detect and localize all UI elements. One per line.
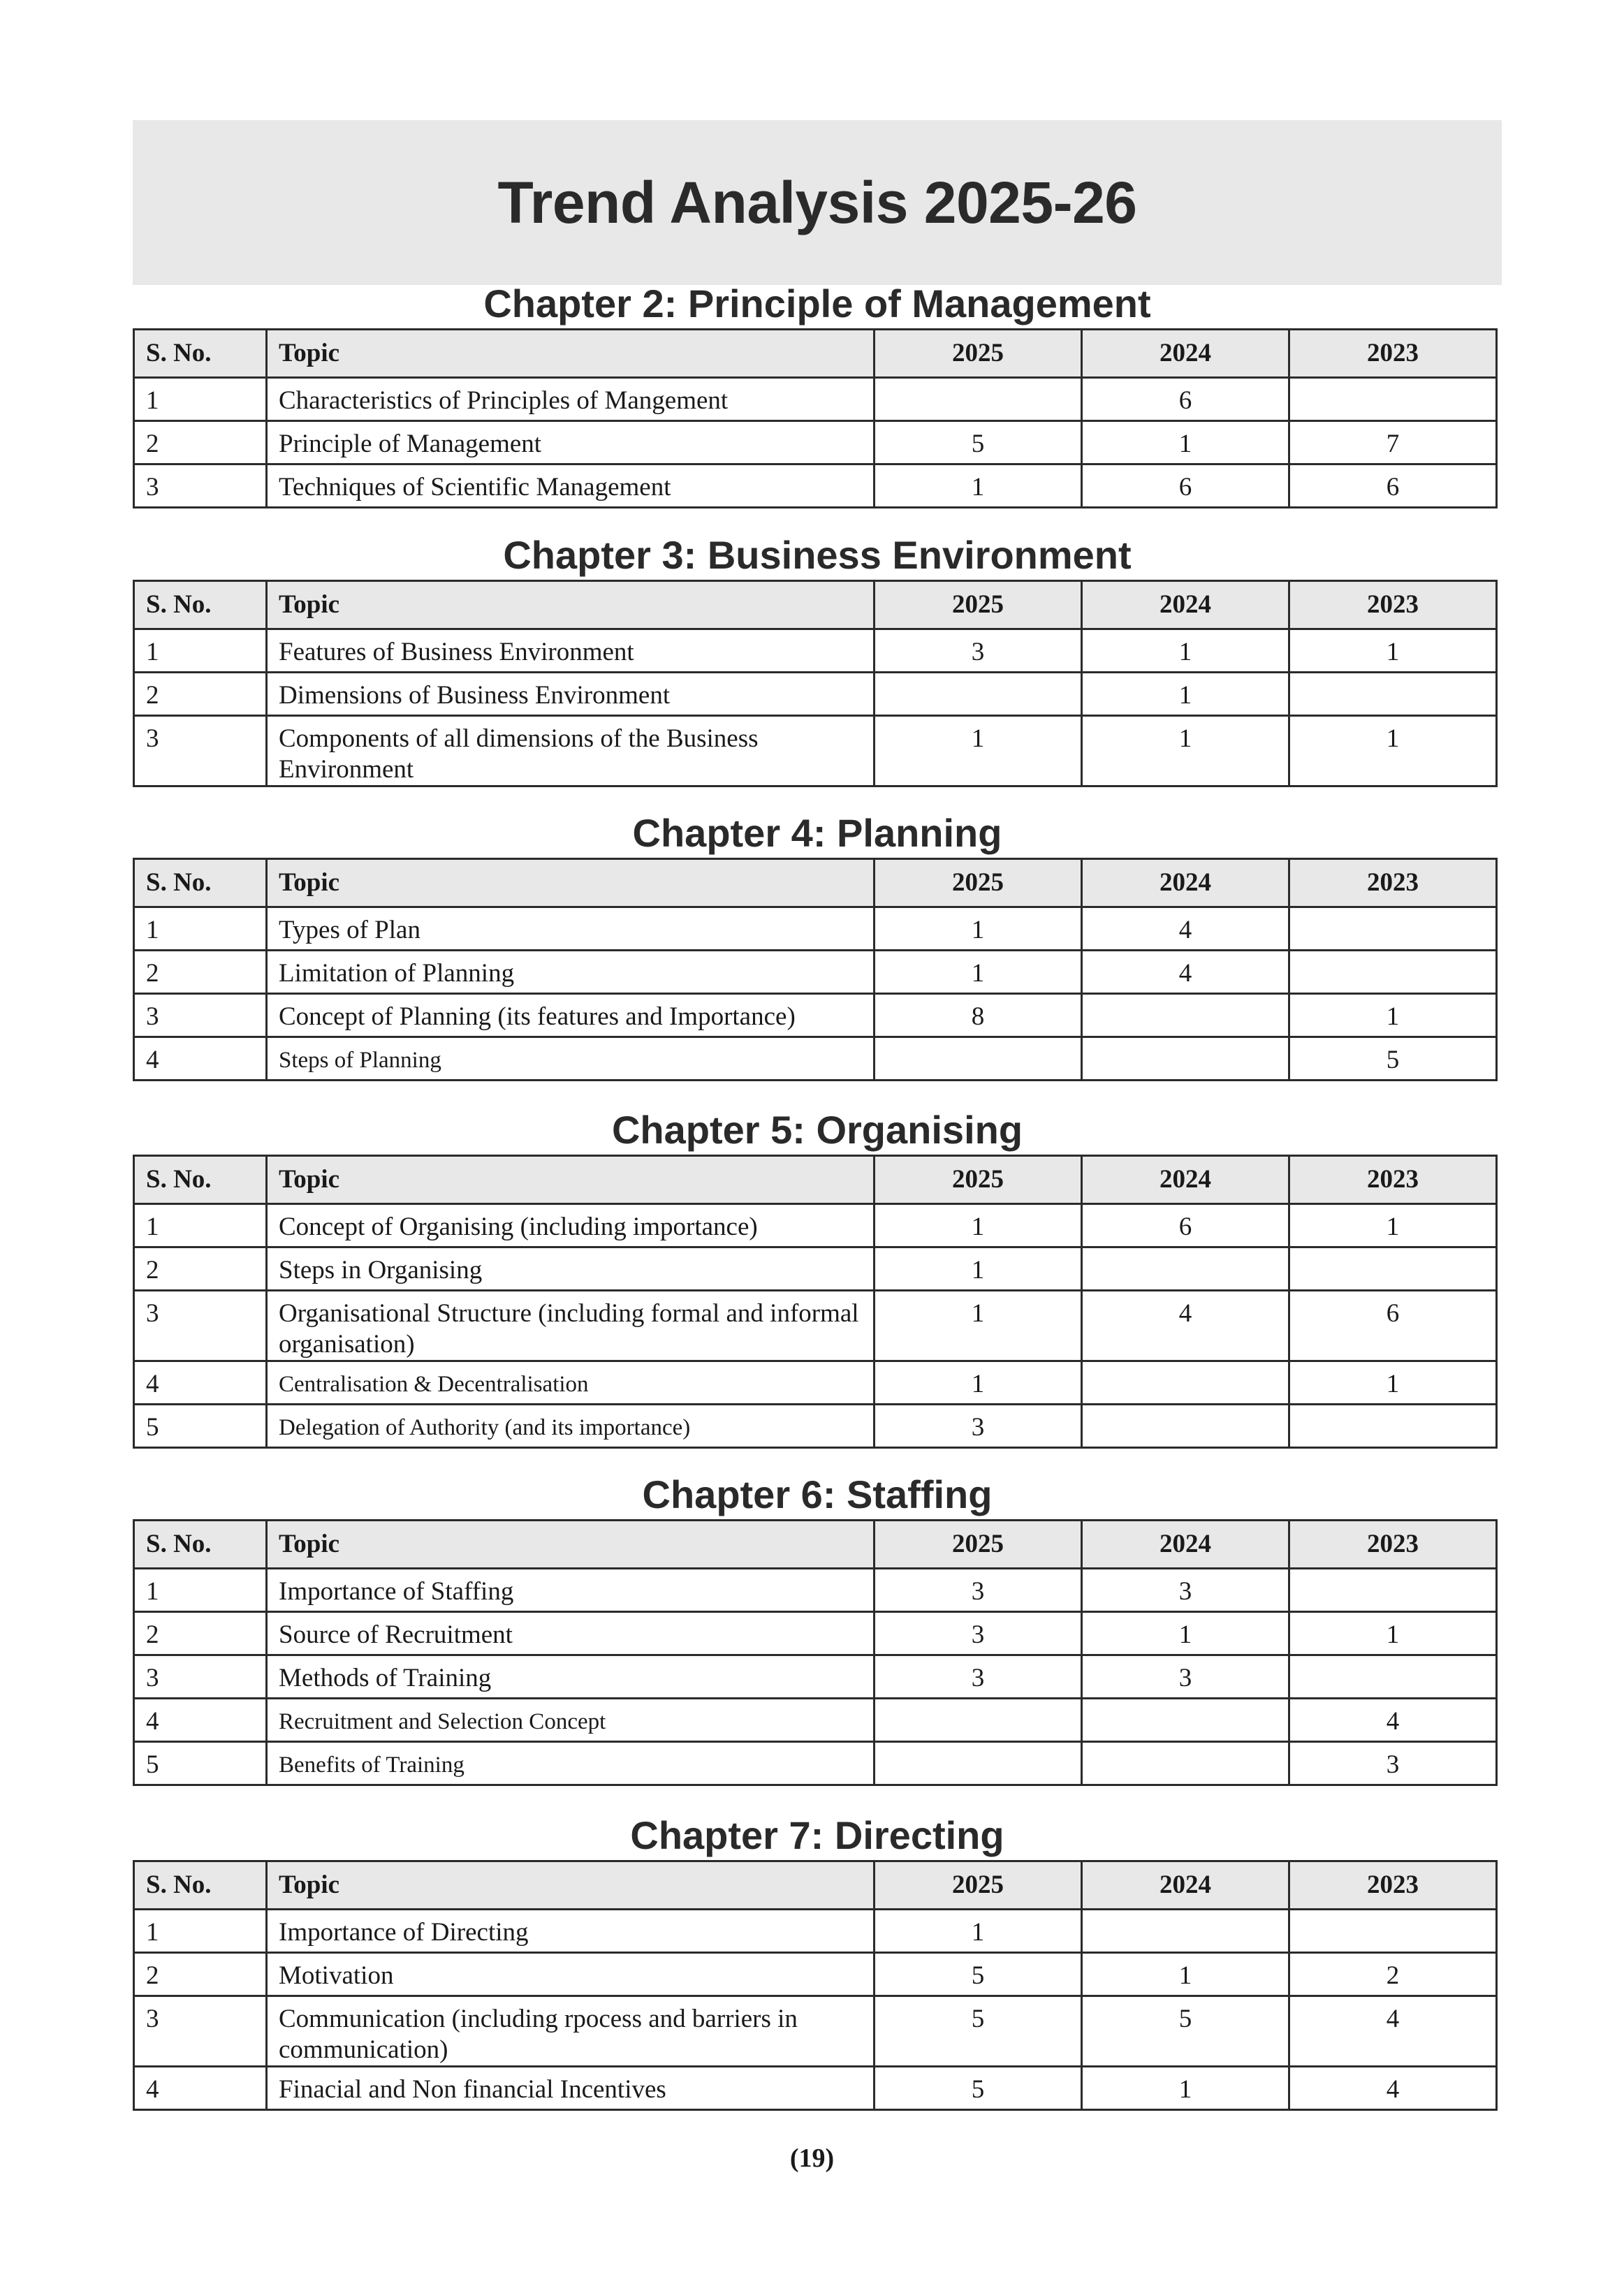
header-year: 2025	[875, 1521, 1082, 1569]
cell-count-2024	[1082, 1405, 1289, 1448]
table-row	[134, 994, 1497, 1037]
header-topic: Topic	[267, 1156, 875, 1204]
table-header-row	[134, 859, 1497, 907]
cell-topic: Concept of Planning (its features and Importance)	[267, 994, 875, 1037]
table-header-row	[134, 1156, 1497, 1204]
cell-topic: Dimensions of Business Environment	[267, 673, 875, 716]
cell-topic: Communication (including rpocess and barriers in communication)	[267, 1996, 875, 2067]
cell-count-2023: 5	[1289, 1037, 1497, 1081]
cell-topic: Steps in Organising	[267, 1247, 875, 1291]
header-year: 2025	[875, 581, 1082, 629]
cell-count-2023: 1	[1289, 1204, 1497, 1247]
cell-sno: 2	[134, 421, 267, 464]
header-topic: Topic	[267, 581, 875, 629]
cell-count-2023: 4	[1289, 2067, 1497, 2110]
cell-count-2023	[1289, 907, 1497, 951]
cell-sno: 3	[134, 1996, 267, 2067]
cell-topic: Finacial and Non financial Incentives	[267, 2067, 875, 2110]
cell-sno: 3	[134, 994, 267, 1037]
table-row	[134, 673, 1497, 716]
cell-count-2025: 5	[875, 1953, 1082, 1996]
cell-count-2024: 1	[1082, 2067, 1289, 2110]
cell-count-2023: 1	[1289, 1612, 1497, 1655]
cell-topic: Techniques of Scientific Management	[267, 464, 875, 508]
chapter-title: Chapter 3: Business Environment	[503, 533, 1132, 577]
table-header-row	[134, 1861, 1497, 1910]
page-title: Trend Analysis 2025-26	[497, 169, 1137, 235]
cell-count-2023: 1	[1289, 629, 1497, 673]
cell-topic: Steps of Planning	[267, 1037, 875, 1081]
cell-count-2023	[1289, 1655, 1497, 1699]
cell-count-2023: 4	[1289, 1699, 1497, 1742]
cell-count-2025: 3	[875, 1612, 1082, 1655]
table-row	[134, 2067, 1497, 2110]
header-sno: S. No.	[134, 859, 267, 907]
table-row	[134, 1361, 1497, 1405]
header-year: 2023	[1289, 1521, 1497, 1569]
cell-sno: 5	[134, 1742, 267, 1785]
header-topic: Topic	[267, 330, 875, 378]
cell-count-2023	[1289, 1405, 1497, 1448]
cell-count-2025	[875, 1742, 1082, 1785]
header-topic: Topic	[267, 859, 875, 907]
table-row	[134, 629, 1497, 673]
trend-table	[133, 1519, 1498, 1786]
cell-count-2023	[1289, 1910, 1497, 1953]
cell-sno: 2	[134, 1247, 267, 1291]
cell-sno: 4	[134, 2067, 267, 2110]
cell-count-2023: 3	[1289, 1742, 1497, 1785]
table-row	[134, 1742, 1497, 1785]
cell-count-2023	[1289, 951, 1497, 994]
header-sno: S. No.	[134, 1156, 267, 1204]
cell-sno: 5	[134, 1405, 267, 1448]
cell-topic: Delegation of Authority (and its importance)	[267, 1405, 875, 1448]
cell-topic: Source of Recruitment	[267, 1612, 875, 1655]
cell-topic: Benefits of Training	[267, 1742, 875, 1785]
title-banner	[133, 120, 1502, 285]
header-year: 2025	[875, 1861, 1082, 1910]
cell-count-2023: 6	[1289, 1291, 1497, 1361]
cell-count-2025: 5	[875, 421, 1082, 464]
cell-count-2025: 1	[875, 907, 1082, 951]
cell-count-2025: 3	[875, 1655, 1082, 1699]
cell-count-2023: 6	[1289, 464, 1497, 508]
chapter-section	[133, 809, 1502, 1081]
cell-count-2024: 1	[1082, 716, 1289, 786]
cell-count-2023: 1	[1289, 1361, 1497, 1405]
cell-topic: Importance of Staffing	[267, 1569, 875, 1612]
cell-count-2023: 1	[1289, 994, 1497, 1037]
table-row	[134, 1291, 1497, 1361]
header-year: 2023	[1289, 581, 1497, 629]
cell-count-2024: 4	[1082, 907, 1289, 951]
header-year: 2024	[1082, 1521, 1289, 1569]
cell-sno: 1	[134, 1910, 267, 1953]
header-year: 2024	[1082, 1156, 1289, 1204]
cell-sno: 1	[134, 1569, 267, 1612]
header-sno: S. No.	[134, 581, 267, 629]
header-year: 2024	[1082, 330, 1289, 378]
header-year: 2023	[1289, 1156, 1497, 1204]
cell-count-2023: 1	[1289, 716, 1497, 786]
cell-sno: 1	[134, 907, 267, 951]
cell-sno: 3	[134, 1291, 267, 1361]
table-row	[134, 951, 1497, 994]
cell-sno: 2	[134, 1953, 267, 1996]
cell-count-2024: 1	[1082, 1612, 1289, 1655]
chapter-title: Chapter 7: Directing	[630, 1813, 1004, 1857]
cell-topic: Limitation of Planning	[267, 951, 875, 994]
header-sno: S. No.	[134, 1521, 267, 1569]
cell-count-2025: 1	[875, 1247, 1082, 1291]
cell-count-2024: 6	[1082, 378, 1289, 421]
cell-count-2024: 1	[1082, 673, 1289, 716]
trend-table	[133, 328, 1498, 508]
trend-table	[133, 858, 1498, 1081]
cell-topic: Methods of Training	[267, 1655, 875, 1699]
header-topic: Topic	[267, 1521, 875, 1569]
cell-count-2025	[875, 673, 1082, 716]
cell-count-2024: 1	[1082, 421, 1289, 464]
trend-table	[133, 580, 1498, 787]
header-sno: S. No.	[134, 330, 267, 378]
cell-count-2024	[1082, 1361, 1289, 1405]
cell-sno: 4	[134, 1699, 267, 1742]
header-year: 2025	[875, 859, 1082, 907]
chapter-title: Chapter 5: Organising	[611, 1108, 1023, 1152]
cell-count-2024: 5	[1082, 1996, 1289, 2067]
header-sno: S. No.	[134, 1861, 267, 1910]
table-row	[134, 907, 1497, 951]
cell-count-2025: 1	[875, 951, 1082, 994]
trend-table	[133, 1860, 1498, 2111]
cell-sno: 1	[134, 629, 267, 673]
cell-topic: Organisational Structure (including formal and informal organisation)	[267, 1291, 875, 1361]
cell-count-2025	[875, 1037, 1082, 1081]
cell-count-2024	[1082, 1699, 1289, 1742]
chapter-section	[133, 531, 1502, 787]
cell-count-2024	[1082, 1742, 1289, 1785]
cell-count-2025: 1	[875, 1204, 1082, 1247]
cell-count-2024: 3	[1082, 1569, 1289, 1612]
cell-sno: 1	[134, 1204, 267, 1247]
cell-count-2025: 3	[875, 1405, 1082, 1448]
cell-count-2024: 3	[1082, 1655, 1289, 1699]
header-year: 2024	[1082, 859, 1289, 907]
cell-sno: 3	[134, 464, 267, 508]
cell-count-2023: 2	[1289, 1953, 1497, 1996]
cell-sno: 1	[134, 378, 267, 421]
cell-count-2023	[1289, 1569, 1497, 1612]
cell-topic: Importance of Directing	[267, 1910, 875, 1953]
cell-count-2025	[875, 1699, 1082, 1742]
cell-sno: 2	[134, 1612, 267, 1655]
table-row	[134, 716, 1497, 786]
chapter-title: Chapter 6: Staffing	[642, 1472, 993, 1516]
cell-topic: Features of Business Environment	[267, 629, 875, 673]
cell-topic: Concept of Organising (including importance)	[267, 1204, 875, 1247]
table-row	[134, 1910, 1497, 1953]
cell-count-2024	[1082, 1910, 1289, 1953]
chapter-section	[133, 1811, 1502, 2111]
header-year: 2023	[1289, 1861, 1497, 1910]
trend-table	[133, 1155, 1498, 1449]
cell-count-2025: 1	[875, 1291, 1082, 1361]
table-row	[134, 1953, 1497, 1996]
header-year: 2023	[1289, 859, 1497, 907]
cell-topic: Motivation	[267, 1953, 875, 1996]
cell-count-2024: 1	[1082, 1953, 1289, 1996]
cell-count-2025: 1	[875, 716, 1082, 786]
cell-count-2025: 3	[875, 1569, 1082, 1612]
cell-count-2023: 4	[1289, 1996, 1497, 2067]
table-row	[134, 378, 1497, 421]
cell-topic: Recruitment and Selection Concept	[267, 1699, 875, 1742]
cell-topic: Components of all dimensions of the Business Environment	[267, 716, 875, 786]
table-header-row	[134, 1521, 1497, 1569]
header-year: 2025	[875, 330, 1082, 378]
cell-count-2023	[1289, 378, 1497, 421]
table-row	[134, 464, 1497, 508]
table-row	[134, 1247, 1497, 1291]
cell-count-2023	[1289, 1247, 1497, 1291]
header-year: 2023	[1289, 330, 1497, 378]
cell-count-2024	[1082, 1247, 1289, 1291]
cell-count-2025: 1	[875, 1910, 1082, 1953]
cell-count-2024: 1	[1082, 629, 1289, 673]
cell-count-2024: 4	[1082, 1291, 1289, 1361]
cell-count-2024: 6	[1082, 464, 1289, 508]
table-row	[134, 1569, 1497, 1612]
cell-topic: Centralisation & Decentralisation	[267, 1361, 875, 1405]
cell-count-2024: 6	[1082, 1204, 1289, 1247]
cell-sno: 3	[134, 1655, 267, 1699]
cell-count-2023: 7	[1289, 421, 1497, 464]
table-row	[134, 1655, 1497, 1699]
header-year: 2024	[1082, 1861, 1289, 1910]
cell-count-2025	[875, 378, 1082, 421]
cell-count-2023	[1289, 673, 1497, 716]
chapter-title: Chapter 4: Planning	[632, 811, 1002, 855]
cell-topic: Types of Plan	[267, 907, 875, 951]
table-row	[134, 1699, 1497, 1742]
table-row	[134, 1037, 1497, 1081]
cell-sno: 2	[134, 951, 267, 994]
cell-count-2024	[1082, 1037, 1289, 1081]
chapter-section	[133, 279, 1502, 508]
cell-count-2024: 4	[1082, 951, 1289, 994]
cell-count-2025: 3	[875, 629, 1082, 673]
table-header-row	[134, 581, 1497, 629]
table-row	[134, 1996, 1497, 2067]
cell-sno: 4	[134, 1361, 267, 1405]
cell-topic: Principle of Management	[267, 421, 875, 464]
cell-count-2025: 1	[875, 464, 1082, 508]
table-row	[134, 1612, 1497, 1655]
cell-sno: 3	[134, 716, 267, 786]
cell-sno: 4	[134, 1037, 267, 1081]
cell-count-2025: 5	[875, 2067, 1082, 2110]
cell-count-2024	[1082, 994, 1289, 1037]
table-row	[134, 1405, 1497, 1448]
table-row	[134, 1204, 1497, 1247]
header-topic: Topic	[267, 1861, 875, 1910]
chapter-title: Chapter 2: Principle of Management	[483, 281, 1151, 325]
cell-count-2025: 8	[875, 994, 1082, 1037]
chapter-section	[133, 1470, 1502, 1786]
cell-count-2025: 5	[875, 1996, 1082, 2067]
table-header-row	[134, 330, 1497, 378]
page-number: (19)	[789, 2144, 835, 2173]
table-row	[134, 421, 1497, 464]
cell-count-2025: 1	[875, 1361, 1082, 1405]
chapter-section	[133, 1106, 1502, 1449]
header-year: 2024	[1082, 581, 1289, 629]
cell-sno: 2	[134, 673, 267, 716]
cell-topic: Characteristics of Principles of Mangement	[267, 378, 875, 421]
header-year: 2025	[875, 1156, 1082, 1204]
